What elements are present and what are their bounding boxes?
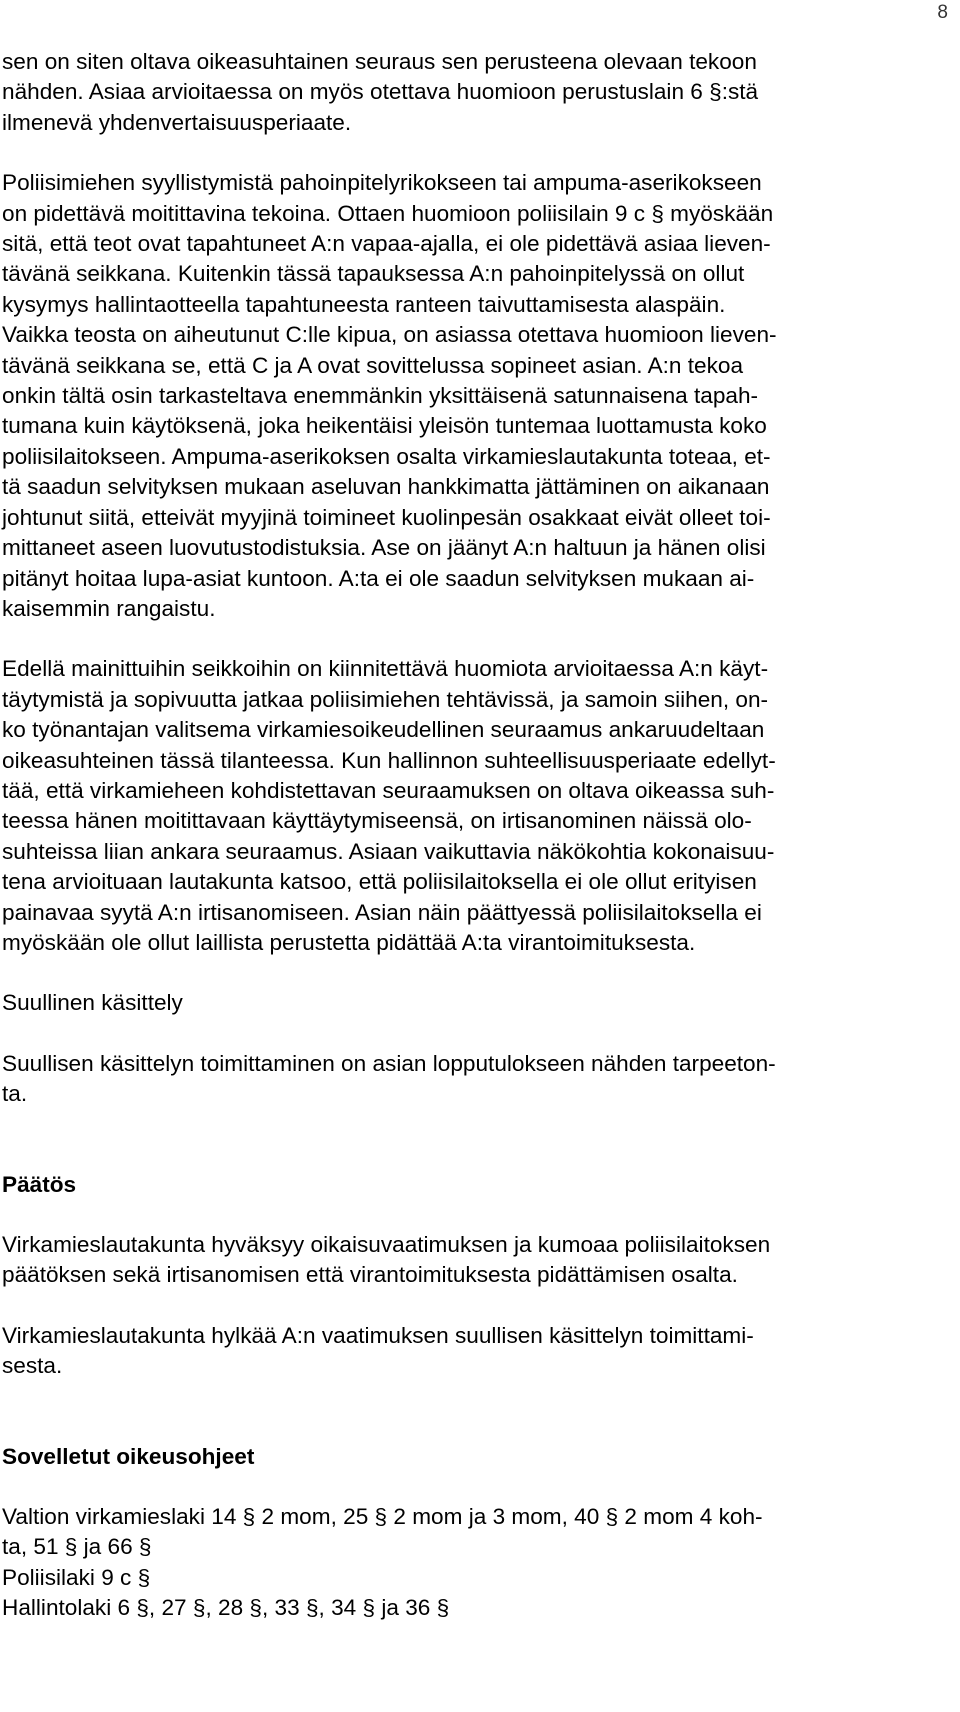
text-line: sen on siten oltava oikeasuhtainen seuraus sen perusteena olevaan tekoon (2, 49, 757, 74)
heading-decision: Päätös (2, 1171, 77, 1197)
text-line: tumana kuin käytöksenä, joka heikentäisi yleisön tuntemaa luottamusta koko (2, 413, 767, 439)
applied-laws-list (0, 1502, 944, 1624)
text-line: sitä, että teot ovat tapahtuneet A:n vapaa-ajalla, ei ole pidettävä asiaa lieven- (2, 231, 771, 257)
paragraph-conclusion (0, 654, 944, 958)
text-line: Suullisen käsittelyn toimittaminen on asian lopputulokseen nähden tarpeeton- (2, 1050, 776, 1076)
text-line: tävänä seikkana. Kuitenkin tässä tapauksessa A:n pahoinpitelyssä on ollut (2, 261, 745, 287)
document-body (0, 47, 944, 1624)
text-line: Virkamieslautakunta hylkää A:n vaatimuksen suullisen käsittelyn toimittami- (2, 1322, 754, 1348)
text-line: täytymistä ja sopivuutta jatkaa poliisimiehen tehtävissä, ja samoin siihen, on- (2, 686, 769, 712)
text-line: pitänyt hoitaa lupa-asiat kuntoon. A:ta ei ole saadun selvityksen mukaan ai- (2, 565, 755, 591)
text-line: sesta. (2, 1353, 63, 1379)
subheading-oral-hearing: Suullinen käsittely (2, 990, 183, 1016)
text-line: tää, että virkamieheen kohdistettavan seuraamuksen on oltava oikeassa suh- (2, 777, 775, 803)
text-line: nähden. Asiaa arvioitaessa on myös otettava huomioon perustuslain 6 §:stä (2, 79, 759, 105)
heading-applied-laws: Sovelletut oikeusohjeet (2, 1443, 255, 1469)
law-reference: Poliisilaki 9 c § (2, 1564, 151, 1590)
text-line: Virkamieslautakunta hyväksyy oikaisuvaatimuksen ja kumoaa poliisilaitoksen (2, 1232, 771, 1257)
text-line: suhteissa liian ankara seuraamus. Asiaan vaikuttavia näkökohtia kokonaisuu- (2, 838, 775, 864)
text-line: kaisemmin rangaistu. (2, 595, 216, 621)
text-line: mittaneet aseen luovutustodistuksia. Ase on jäänyt A:n haltuun ja hänen olisi (2, 535, 766, 561)
text-line: tävänä seikkana se, että C ja A ovat sovittelussa sopineet asian. A:n tekoa (2, 352, 744, 378)
text-line: johtunut siitä, etteivät myyjinä toimineet kuolinpesän osakkaat eivät olleet toi- (2, 504, 771, 530)
text-line: oikeasuhteinen tässä tilanteessa. Kun hallinnon suhteellisuusperiaate edellyt- (2, 747, 776, 773)
text-line: Poliisimiehen syyllistymistä pahoinpitelyrikokseen tai ampuma-aserikokseen (2, 170, 762, 196)
text-line: myöskään ole ollut laillista perustetta pidättää A:ta virantoimituksesta. (2, 929, 696, 955)
text-line: painavaa syytä A:n irtisanomiseen. Asian näin päättyessä poliisilaitoksella ei (2, 899, 762, 925)
paragraph-decision (0, 1230, 944, 1291)
text-line: tena arvioituaan lautakunta katsoo, että poliisilaitoksella ei ole ollut erityisen (2, 869, 757, 895)
paragraph-oral-hearing (0, 1049, 944, 1110)
text-line: onkin tältä osin tarkasteltava enemmänkin yksittäisenä satunnaisena tapah- (2, 383, 759, 409)
paragraph-assessment (0, 168, 944, 624)
law-reference: Hallintolaki 6 §, 27 §, 28 §, 33 §, 34 § ja 36 § (2, 1595, 450, 1621)
text-line: on pidettävä moitittavina tekoina. Ottaen huomioon poliisilain 9 c § myöskään (2, 200, 774, 226)
text-line: kysymys hallintaotteella tapahtuneesta ranteen taivuttamisesta alaspäin. (2, 291, 726, 317)
text-line: Vaikka teosta on aiheutunut C:lle kipua, on asiassa otettava huomioon lieven- (2, 322, 777, 348)
text-line: poliisilaitokseen. Ampuma-aserikoksen osalta virkamieslautakunta toteaa, et- (2, 443, 771, 469)
text-line: ta. (2, 1081, 28, 1107)
text-line: päätöksen sekä irtisanomisen että virantoimituksesta pidättämisen osalta. (2, 1262, 738, 1288)
text-line: tä saadun selvityksen mukaan aseluvan hankkimatta jättäminen on aikanaan (2, 474, 770, 500)
law-reference: Valtion virkamieslaki 14 § 2 mom, 25 § 2 mom ja 3 mom, 40 § 2 mom 4 koh- (2, 1504, 763, 1530)
law-reference: ta, 51 § ja 66 § (2, 1534, 152, 1560)
paragraph-proportionality (0, 47, 944, 138)
text-line: Edellä mainittuihin seikkoihin on kiinnitettävä huomiota arvioitaessa A:n käyt- (2, 656, 769, 682)
text-line: teessa hänen moitittavaan käyttäytymiseensä, on irtisanominen näissä olo- (2, 808, 752, 834)
page-number: 8 (937, 2, 948, 23)
paragraph-rejection (0, 1321, 944, 1382)
text-line: ko työnantajan valitsema virkamiesoikeudellinen seuraamus ankaruudeltaan (2, 717, 765, 743)
text-line: ilmenevä yhdenvertaisuusperiaate. (2, 109, 352, 135)
